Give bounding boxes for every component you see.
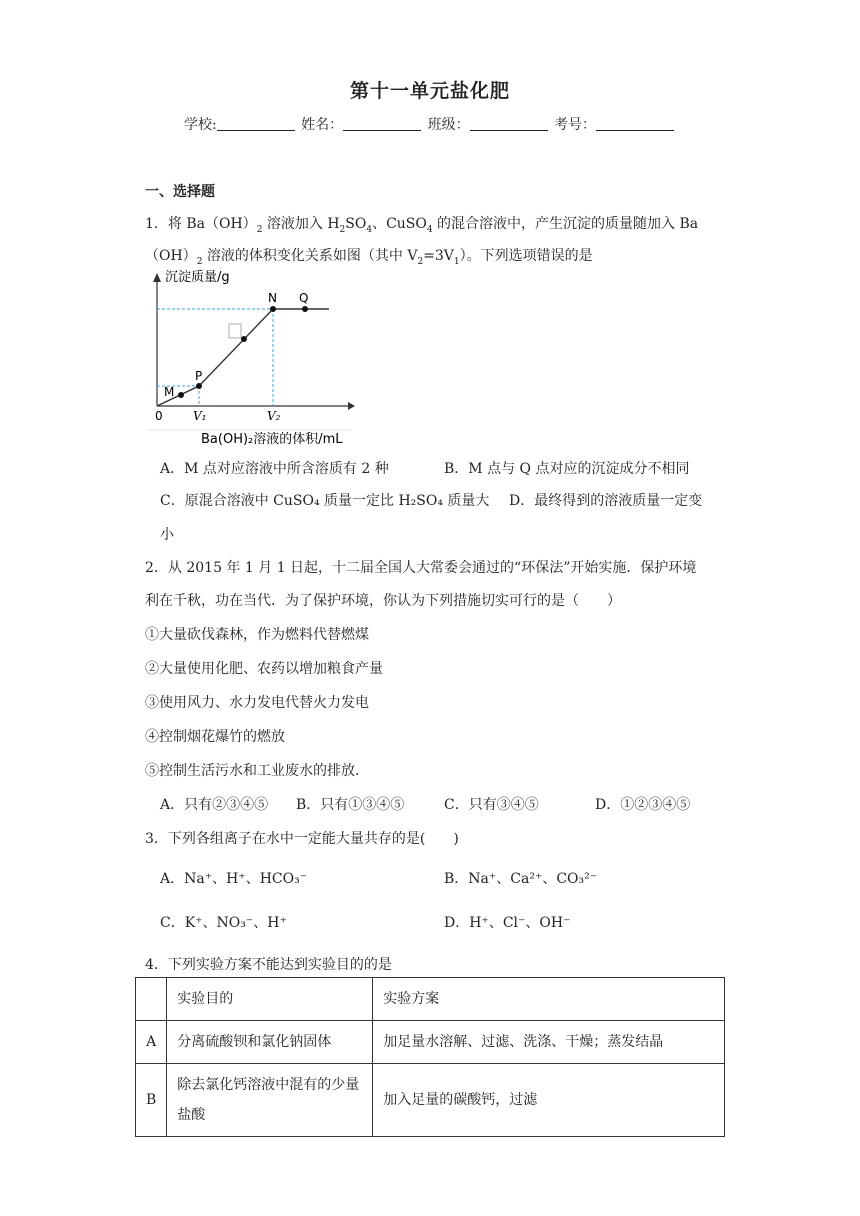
q1-option-b[interactable]: B．M 点与 Q 点对应的沉淀成分不相同 [444,461,690,477]
q1-option-d[interactable]: D．最终得到的溶液质量一定变 [509,493,703,509]
question-3-stem: 3．下列各组离子在水中一定能大量共存的是( ) [145,831,459,847]
q1-option-c[interactable]: C．原混合溶液中 CuSO₄ 质量一定比 H₂SO₄ 质量大 [160,493,490,509]
table-row: B 除去氯化钙溶液中混有的少量盐酸 加入足量的碳酸钙，过滤 [136,1064,725,1137]
exam-number-blank[interactable] [596,116,674,131]
q1-option-a[interactable]: A．M 点对应溶液中所含溶质有 2 种 [160,461,389,477]
point-q [302,306,308,312]
q3-option-b[interactable]: B．Na⁺、Ca²⁺、CO₃²⁻ [444,871,598,887]
page-title: 第十一单元盐化肥 [349,80,510,102]
graph-y-label: 沉淀质量/g [165,270,230,285]
header-purpose: 实验目的 [167,978,373,1021]
svg-text:N: N [268,291,277,305]
q2-option-d[interactable]: D．①②③④⑤ [595,797,691,813]
table-row: A 分离硫酸钡和氯化钠固体 加足量水溶解、过滤、洗涤、干燥；蒸发结晶 [136,1021,725,1064]
class-blank[interactable] [470,116,548,131]
q2-item-1: ①大量砍伐森林，作为燃料代替燃煤 [145,627,369,643]
svg-text:P: P [195,369,203,383]
question-1-line-1: 1．将 $Ba(OH)_2$ 溶液加入 $H_2SO_4$、CuSO$_4$ 的混合溶液中，产生沉淀的质量随加入 Ba [145,216,699,235]
question-2-line-2: 利在千秋，功在当代．为了保护环境，你认为下列措施切实可行的是（ ） [145,593,621,609]
svg-text:Q: Q [299,291,309,305]
point-p [196,383,202,389]
q3-option-d[interactable]: D．H⁺、Cl⁻、OH⁻ [444,915,571,931]
svg-text:M: M [164,385,175,399]
point-m [178,392,184,398]
q3-option-c[interactable]: C．K⁺、NO₃⁻、H⁺ [160,915,287,931]
q2-item-2: ②大量使用化肥、农药以增加粮食产量 [145,661,383,677]
svg-text:V₁: V₁ [193,409,207,423]
exam-number-label: 考号： [554,117,597,133]
q2-item-5: ⑤控制生活污水和工业废水的排放． [145,763,369,779]
question-4-stem: 4．下列实验方案不能达到实验目的的是 [145,957,392,973]
q3-option-a[interactable]: A．Na⁺、H⁺、HCO₃⁻ [160,871,308,887]
school-label: 学校: [183,117,217,133]
point-mid [241,336,247,342]
svg-text:V₂: V₂ [267,409,281,423]
experiment-table [135,977,725,1137]
graph-x-label: Ba(OH)₂溶液的体积/mL [201,432,343,447]
class-label: 班级： [427,117,470,133]
student-info-row [0,114,860,134]
q2-option-a[interactable]: A．只有②③④⑤ [160,797,269,813]
question-2-line-1: 2．从 2015 年 1 月 1 日起，十二届全国人大常委会通过的“环保法”开始实施．保护环境 [145,560,697,576]
q2-item-3: ③使用风力、水力发电代替火力发电 [145,695,369,711]
section-heading: 一、选择题 [145,184,215,200]
q2-option-b[interactable]: B．只有①③④⑤ [296,797,405,813]
q2-item-4: ④控制烟花爆竹的燃放 [145,729,285,745]
name-blank[interactable] [343,116,421,131]
point-n [270,306,276,312]
school-blank[interactable] [217,116,295,131]
name-label: 姓名： [301,117,344,133]
svg-text:0: 0 [155,409,163,423]
precipitate-graph [143,268,363,448]
question-1-line-2: $(OH)_2$ 溶液的体积变化关系如图（其中 $V_2=3V_1$）。下列选项错误的是 [145,248,593,267]
q1-option-d-continued: 小 [160,527,174,543]
table-header-row [136,978,725,1021]
header-plan: 实验方案 [373,978,725,1021]
q2-option-c[interactable]: C．只有③④⑤ [444,797,539,813]
